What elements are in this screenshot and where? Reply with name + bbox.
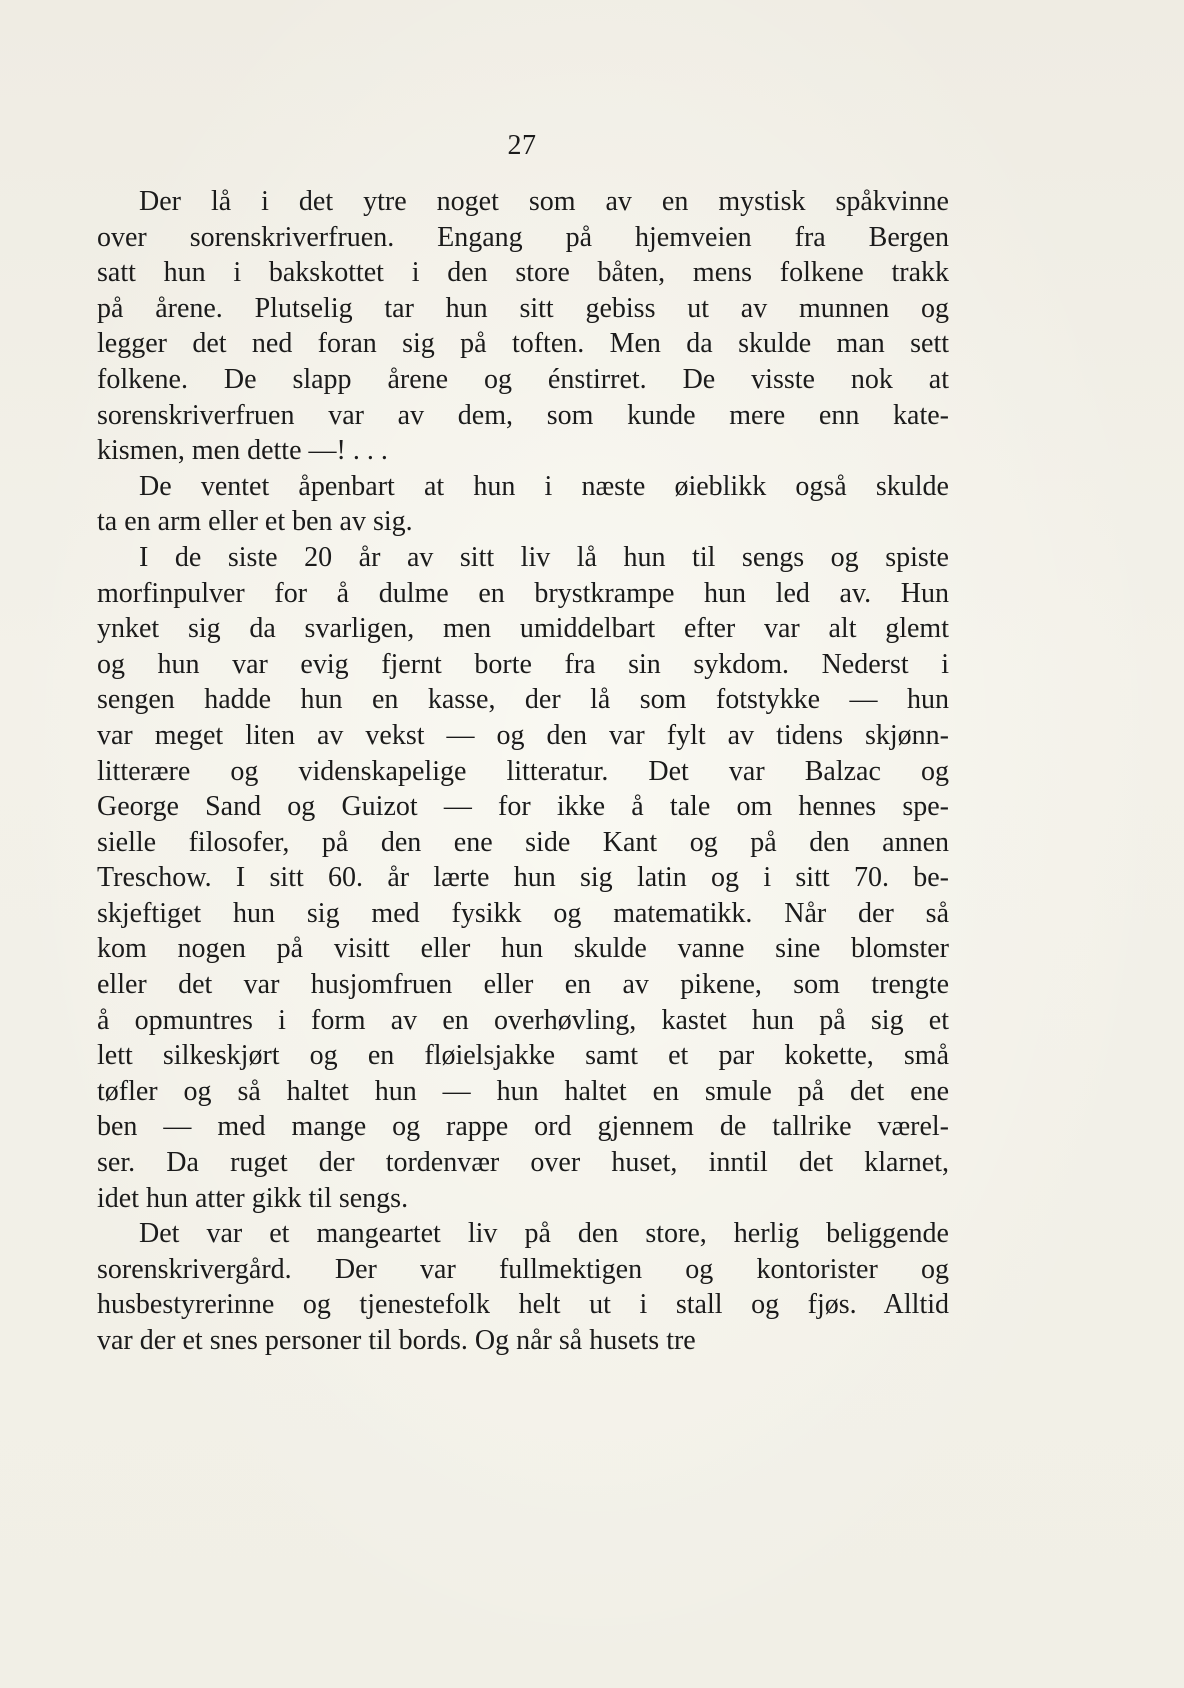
text-line: folkene. De slapp årene og énstirret. De visste nok at — [97, 363, 949, 395]
paragraph — [97, 1216, 949, 1358]
text-line: husbestyrerinne og tjenestefolk helt ut i stall og fjøs. Alltid — [97, 1289, 949, 1321]
text-line: var meget liten av vekst — og den var fylt av tidens skjønn- — [97, 719, 949, 751]
text-line: ta en arm eller et ben av sig. — [97, 506, 413, 538]
text-line: sengen hadde hun en kasse, der lå som fotstykke — hun — [97, 684, 949, 716]
text-line: George Sand og Guizot — for ikke å tale om hennes spe- — [97, 791, 949, 823]
text-line: Det var et mangeartet liv på den store, herlig beliggende — [139, 1218, 949, 1250]
text-line: lett silkeskjørt og en fløielsjakke samt et par kokette, små — [97, 1040, 949, 1072]
text-line: Treschow. I sitt 60. år lærte hun sig latin og i sitt 70. be- — [97, 862, 949, 894]
text-line: kom nogen på visitt eller hun skulde vanne sine blomster — [97, 933, 949, 965]
text-line: tøfler og så haltet hun — hun haltet en smule på det ene — [97, 1075, 949, 1107]
paragraph — [97, 540, 949, 1216]
text-line: ser. Da ruget der tordenvær over huset, inntil det klarnet, — [97, 1147, 949, 1179]
text-line: sorenskriverfruen var av dem, som kunde mere enn kate- — [97, 399, 949, 431]
text-line: sorenskrivergård. Der var fullmektigen og kontorister og — [97, 1253, 949, 1285]
text-line: morfinpulver for å dulme en brystkrampe hun led av. Hun — [97, 577, 949, 609]
text-line: idet hun atter gikk til sengs. — [97, 1182, 409, 1214]
text-line: å opmuntres i form av en overhøvling, kastet hun på sig et — [97, 1004, 949, 1036]
text-line: ben — med mange og rappe ord gjennem de tallrike værel- — [97, 1111, 949, 1143]
paragraph — [97, 469, 949, 540]
text-line: ynket sig da svarligen, men umiddelbart efter var alt glemt — [97, 613, 949, 645]
text-line: satt hun i bakskottet i den store båten, mens folkene trakk — [97, 257, 949, 289]
text-line: eller det var husjomfruen eller en av pikene, som trengte — [97, 969, 949, 1001]
text-line: på årene. Plutselig tar hun sitt gebiss ut av munnen og — [97, 292, 949, 324]
text-line: De ventet åpenbart at hun i næste øieblikk også skulde — [139, 470, 949, 502]
page-number: 27 — [507, 130, 537, 161]
text-line: kismen, men dette —! . . . — [97, 435, 388, 467]
body-text — [97, 184, 949, 1359]
text-line: sielle filosofer, på den ene side Kant og på den annen — [97, 826, 949, 858]
text-line: over sorenskriverfruen. Engang på hjemveien fra Bergen — [97, 221, 949, 253]
text-line: litterære og videnskapelige litteratur. Det var Balzac og — [97, 755, 949, 787]
text-line: og hun var evig fjernt borte fra sin sykdom. Nederst i — [97, 648, 949, 680]
paragraph — [97, 184, 949, 469]
text-line: var der et snes personer til bords. Og når så husets tre — [97, 1325, 696, 1356]
text-line: legger det ned foran sig på toften. Men da skulde man sett — [97, 328, 949, 360]
text-line: Der lå i det ytre noget som av en mystisk spåkvinne — [139, 186, 949, 217]
text-line: I de siste 20 år av sitt liv lå hun til sengs og spiste — [139, 541, 949, 573]
text-line: skjeftiget hun sig med fysikk og matematikk. Når der så — [97, 897, 949, 929]
